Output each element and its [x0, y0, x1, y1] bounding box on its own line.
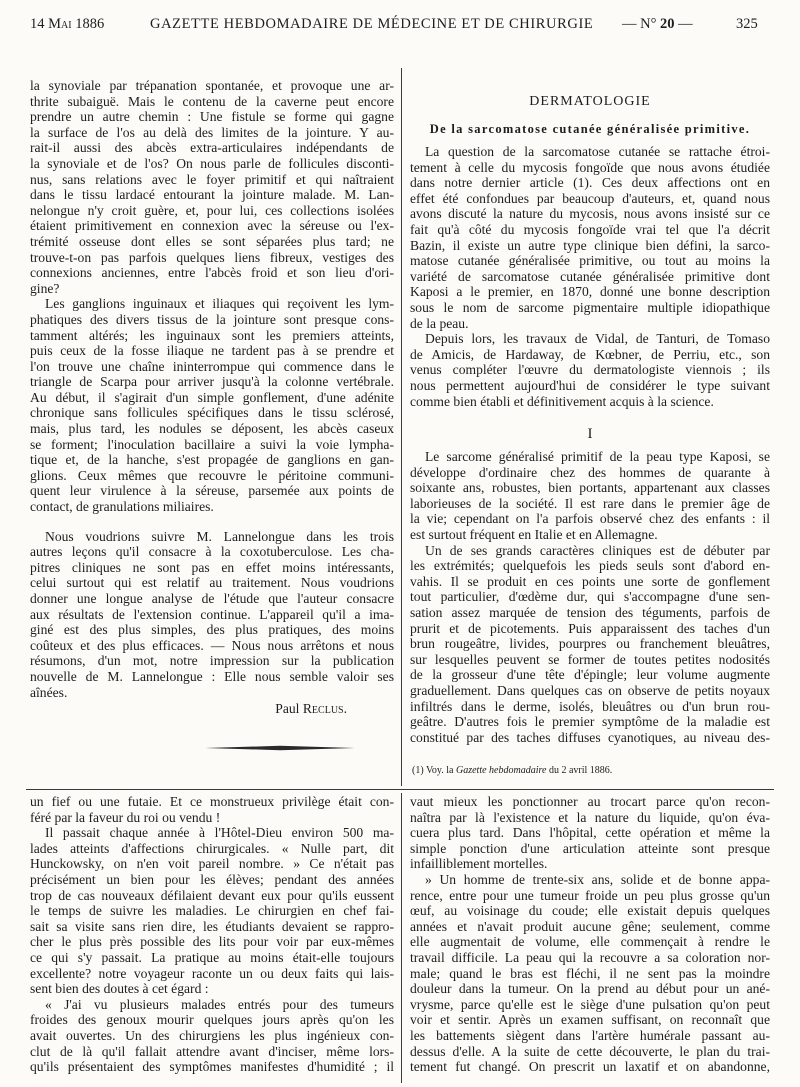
- text-line: ce qui s'y passait. La pratique au moins était-elle toujours: [30, 949, 394, 965]
- text-line: sation assez marquée de tension des téguments, parfois de: [410, 604, 770, 620]
- paragraph: [410, 794, 770, 872]
- text-line: donner une longue analyse de l'étude que l'auteur consacre: [30, 591, 394, 606]
- text-line: dans notre dernier article (1). Ces deux affections ont en: [410, 175, 770, 191]
- text-line: matose cutanée généralisée primitive, ou tout au moins la: [410, 253, 770, 269]
- text-line: La question de la sarcomatose cutanée se rattache étroi-: [425, 144, 770, 159]
- text-line: avons discuté la nature du mycosis, nous avons insisté sur ce: [410, 206, 770, 222]
- text-line: nous permettent aujourd'hui de considérer le type suivant: [410, 377, 770, 393]
- section-title: DERMATOLOGIE: [529, 94, 651, 109]
- text-line: de la grosseur d'une tête d'épingle; leur volume augmente: [410, 667, 770, 683]
- text-line: dessus d'elle. A la suite de cette découverte, le plan du trai-: [410, 1043, 770, 1059]
- paragraph: [30, 78, 394, 296]
- text-line: celui surtout qui est relatif au traitement. Nous voudrions: [30, 575, 394, 591]
- text-line: Il passait chaque année à l'Hôtel-Dieu environ 500 ma-: [45, 825, 394, 841]
- text-line: dans le tissu lardacé entourant la jointure malade. M. Lan-: [30, 187, 394, 203]
- text-line: précisément un bien pour les élèves; pendant des années: [30, 871, 394, 887]
- issue-prefix: — N°: [622, 16, 657, 32]
- text-line: Les ganglions inguinaux et iliaques qui reçoivent les lym-: [45, 296, 394, 312]
- text-line: excellente? notre voyageur raconte un ou deux faits qui lais-: [30, 965, 394, 981]
- text-line: voir et sentir. Après un examen suffisant, on reconnaît que: [410, 1012, 770, 1028]
- text-line: « J'ai vu plusieurs malades entrés pour des tumeurs: [45, 996, 394, 1012]
- text-line: quent leur virulence à la séreuse, parsemée aux points de: [30, 483, 394, 499]
- text-line: phatiques des divers tissus de la jointure sont presque cons-: [30, 311, 394, 327]
- text-line: soixante ans, robustes, bien portants, appartenant aux classes: [410, 480, 770, 496]
- text-line: Au début, il s'agirait d'un simple gonflement, d'une adénite: [30, 389, 394, 405]
- author-signature: [30, 701, 394, 717]
- footnote-journal: Gazette hebdomadaire: [455, 765, 547, 776]
- issue-suffix: —: [678, 16, 693, 32]
- text-line: avait ouvertes. Un des chirurgiens les plus ingénieux con-: [30, 1027, 394, 1043]
- text-line: la surface de l'os au delà des limites de la jointure. Y au-: [30, 124, 394, 140]
- text-line: Un de ses grands caractères cliniques est de débuter par: [425, 542, 770, 558]
- text-line: puis ceux de la fosse iliaque ne tardent pas à se prendre et: [30, 343, 394, 359]
- paragraph: [30, 997, 394, 1075]
- header-date: 14 Mai 1886: [30, 16, 105, 32]
- text-line: simple ponction d'une articulation atteinte sont presque: [410, 840, 770, 856]
- text-line: années et n'avait produit aucune gêne; seulement, comme: [410, 918, 770, 934]
- text-line: laborieuses de la société. Il est rare dans le premier âge de: [410, 495, 770, 511]
- paragraph: [30, 825, 394, 997]
- dermatologie-part-one: [410, 449, 770, 745]
- text-line: lades atteints d'affections chirurgicales. « Nulle part, dit: [30, 840, 394, 856]
- text-line: elle augmentait de volume, elle commençait à rendre le: [410, 934, 770, 950]
- paragraph: [30, 794, 394, 825]
- text-line: trémité osseuse dont elles se sont séparées plus tard; ne: [30, 233, 394, 249]
- footnote-prefix: (1) Voy. la: [412, 765, 456, 776]
- paragraph: [410, 449, 770, 543]
- text-line: prurit et de picotements. Puis apparaissent des taches d'un: [410, 620, 770, 636]
- issue-number-value: 20: [660, 16, 675, 32]
- text-line: Kaposi a le premier, en 1870, donné une bonne description: [410, 284, 770, 300]
- text-line: vaut mieux les ponctionner au trocart parce qu'on recon-: [410, 794, 770, 809]
- text-line: coûteux et des plus efficaces. — Nous nous arrêtons et nous: [30, 637, 394, 653]
- text-line: sait sa visite sans rien dire, les étudiants devaient se rappro-: [30, 918, 394, 934]
- text-line: sous le nom de sarcome pigmentaire multiple idiopathique: [410, 299, 770, 315]
- text-line: infiltrés dans le derme, isolés, bleuâtres ou d'un brun rou-: [410, 698, 770, 714]
- text-line: prendre un autre chemin : Une fistule se forme qui gagne: [30, 109, 394, 125]
- signature-last-name: Reclus.: [302, 701, 347, 716]
- text-line: sur lesquelles peuvent se former de toutes petites nodosités: [410, 651, 770, 667]
- page-number: 325: [736, 16, 758, 32]
- text-line: cher le plus près possible des lits pour voir par eux-mêmes: [30, 934, 394, 950]
- text-line: » Un homme de trente-six ans, solide et de bonne appa-: [425, 871, 770, 887]
- text-line: nus, sans relations avec le foyer primitif et qui naîtraient: [30, 171, 394, 187]
- journal-title: GAZETTE HEBDOMADAIRE DE MÉDECINE ET DE CHIRURGIE: [150, 16, 594, 32]
- text-line: triangle de Scarpa pour arriver jusqu'à la colonne vertébrale.: [30, 374, 394, 390]
- footnote: [412, 765, 612, 777]
- text-line: clut de là qu'il fallait attendre avant d'inciser, même lors-: [30, 1043, 394, 1059]
- text-line: la vie; cependant on l'a parfois observé chez des enfants : il: [410, 511, 770, 527]
- text-line: développe d'ordinaire chez des hommes de quarante à: [410, 464, 770, 480]
- text-line: male; quand le bras est fléchi, il ne sent pas la moindre: [410, 965, 770, 981]
- text-line: nelongue n'y croit guère, et, pour lui, ces collections isolées: [30, 202, 394, 218]
- text-line: mais, plus tard, les nodules se déposent, les abcès caseux: [30, 421, 394, 437]
- paragraph: [30, 529, 394, 701]
- text-line: féré par la faveur du roi ou vendu !: [30, 809, 221, 825]
- text-line: fait qu'à côté du mycosis fongoïde vrai tel que l'a décrit: [410, 221, 770, 237]
- text-line: venus compléter l'œuvre du dermatologiste viennois ; ils: [410, 362, 770, 378]
- text-line: tout particulier, d'œdème dur, qui s'accompagne d'une sen-: [410, 589, 770, 605]
- text-line: Depuis lors, les travaux de Vidal, de Tanturi, de Tomaso: [425, 331, 770, 347]
- text-line: giné est des plus simples, des plus pratiques, des moins: [30, 622, 394, 638]
- text-line: sent bien des doutes à cet égard :: [30, 981, 209, 997]
- text-line: naîtra par là l'existence et la nature du liquide, qu'on éva-: [410, 809, 770, 825]
- text-line: comme bien établi et définitivement acquis à la science.: [410, 393, 714, 409]
- text-line: cuera plus tard. Dans l'hôpital, cette opération et même la: [410, 825, 770, 841]
- paragraph: [410, 144, 770, 331]
- text-line: résumons, d'un mot, notre impression sur la publication: [30, 653, 394, 669]
- text-line: est surtout fréquent en Italie et en Allemagne.: [410, 526, 658, 542]
- text-line: les extrémités; quelquefois les pieds seuls sont d'abord en-: [410, 558, 770, 574]
- text-line: Nous voudrions suivre M. Lannelongue dans les trois: [45, 528, 394, 544]
- text-line: étaient primitivement en connexion avec la séreuse ou l'ex-: [30, 218, 394, 234]
- text-line: graduellement. Dans quelques cas on observe de petits noyaux: [410, 682, 770, 698]
- text-line: aînées.: [30, 684, 68, 700]
- text-line: aux résultats de l'extension continue. L'appareil qu'il a ima-: [30, 606, 394, 622]
- text-line: vrysme, parce qu'elle est le siège d'une pulsation qu'on peut: [410, 996, 770, 1012]
- text-line: se forment; l'inoculation bacillaire a suivi la voie lympha-: [30, 436, 394, 452]
- text-line: rence, entre pour une tumeur froide un peu plus grosse qu'un: [410, 887, 770, 903]
- text-line: autres leçons qu'il consacre à la coxotuberculose. Les cha-: [30, 544, 394, 560]
- article-title: De la sarcomatose cutanée généralisée primitive.: [429, 122, 751, 136]
- text-line: tement à celle du mycosis fongoïde que nous avons étudiée: [410, 159, 770, 175]
- text-line: chronique sans follicules spécifiques dans le tissu sclérosé,: [30, 405, 394, 421]
- text-line: œuf, au voisinage du coude; elle existait depuis quelques: [410, 903, 770, 919]
- paragraph: [30, 296, 394, 514]
- text-line: trop de cas nouveaux défilaient devant eux pour qu'ils eussent: [30, 887, 394, 903]
- text-line: pitres cliniques ne sont pas en effet moins intéressants,: [30, 559, 394, 575]
- text-line: un fief ou une futaie. Et ce monstrueux privilège était con-: [30, 794, 394, 809]
- text-line: l'on trouve une chaîne ininterrompue qui commence dans le: [30, 358, 394, 374]
- signature-first-name: Paul: [275, 701, 300, 716]
- text-line: glions. Ceux mêmes que recouvre le péritoine communi-: [30, 467, 394, 483]
- text-line: rait-il aussi des abcès extra-articulaires indépendants de: [30, 140, 394, 156]
- text-line: infailliblement mortelles.: [410, 856, 548, 872]
- section-divider: [26, 789, 774, 790]
- issue-number: [622, 15, 693, 33]
- part-number: I: [587, 426, 593, 442]
- text-line: de Amicis, de Hardaway, de Kœbner, de Perriu, etc., son: [410, 346, 770, 362]
- text-line: tement fut changé. On prescrit un laxatif et on abandonne,: [410, 1059, 770, 1075]
- text-line: travail difficile. La peau qui la recouvre a sa coloration nor-: [410, 949, 770, 965]
- column-divider-top: [401, 68, 402, 786]
- text-line: contact, de granulations miliaires.: [30, 499, 214, 515]
- text-line: le temps de suivre les maladies. Le chirurgien en chef fai-: [30, 903, 394, 919]
- text-line: trouve-t-on pas parfois quelques liens fibreux, vestiges des: [30, 249, 394, 265]
- text-line: constitué par des taches diffuses cyanotiques, au niveau des-: [410, 729, 770, 745]
- text-line: de la peau.: [410, 315, 469, 331]
- text-line: geâtre. D'autres fois le premier symptôme de la maladie est: [410, 714, 770, 730]
- text-line: brun rougeâtre, livides, pourpres ou franchement bleuâtres,: [410, 636, 770, 652]
- text-line: Bazin, il existe un autre type clinique bien défini, la sarco-: [410, 237, 770, 253]
- bottom-left-column: [30, 794, 394, 1075]
- ornament-rule: [205, 744, 355, 752]
- text-line: la synoviale et de l'os? On nous parle de follicules disconti-: [30, 155, 394, 171]
- text-line: qu'ils présentaient des symptômes manifestes d'humidité ; il: [30, 1059, 394, 1075]
- footnote-suffix: du 2 avril 1886.: [546, 765, 613, 776]
- text-line: nouvelle de M. Lannelongue : Elle nous semble valoir ses: [30, 668, 394, 684]
- text-line: Le sarcome généralisé primitif de la peau type Kaposi, se: [425, 449, 770, 464]
- text-line: tamment altérés; les inguinaux sont les premiers atteints,: [30, 327, 394, 343]
- text-line: variété de sarcomatose cutanée généralisée primitive dont: [410, 268, 770, 284]
- paragraph: [410, 331, 770, 409]
- text-line: la synoviale par trépanation spontanée, et provoque une ar-: [30, 78, 394, 93]
- paragraph: [410, 872, 770, 1075]
- text-line: froides des genoux mourir quelques jours après qu'on les: [30, 1012, 394, 1028]
- text-line: effet été confondues par beaucoup d'auteurs, et, quand nous: [410, 190, 770, 206]
- text-line: les battements siègent dans l'artère humérale passant au-: [410, 1027, 770, 1043]
- bottom-right-column: [410, 794, 770, 1075]
- text-line: tique et, de la hanche, s'est propagée de ganglions en gan-: [30, 452, 394, 468]
- column-divider-bottom: [401, 793, 402, 1083]
- text-line: thrite subaiguë. Mais le contenu de la caverne peut encore: [30, 93, 394, 109]
- text-line: Hunckowsky, on n'en voit pareil nombre. » Ce n'était pas: [30, 856, 394, 872]
- text-line: gine?: [30, 280, 60, 296]
- text-line: vahis. Il se produit en ces points une sorte de gonflement: [410, 573, 770, 589]
- text-line: douleur dans la tumeur. On la prend au début pour un ané-: [410, 981, 770, 997]
- text-line: connexions anciennes, entre l'abcès froid et son lieu d'ori-: [30, 265, 394, 281]
- dermatologie-intro: [410, 144, 770, 409]
- paragraph: [410, 543, 770, 746]
- left-column-article-end: [30, 78, 394, 700]
